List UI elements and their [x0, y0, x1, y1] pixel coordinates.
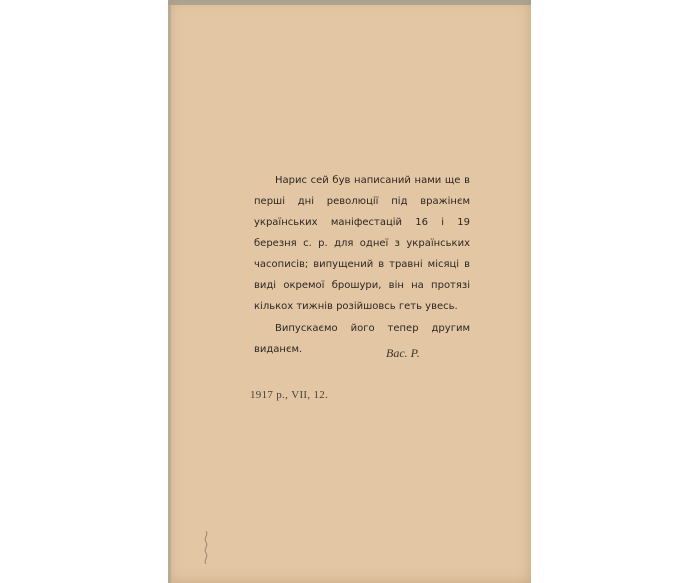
document-page	[168, 0, 531, 583]
date-line: 1917 р., VII, 12.	[250, 389, 329, 401]
page-left-edge	[168, 0, 171, 583]
margin-squiggle-mark	[202, 530, 210, 568]
preface-paragraph-2: Випускаємо його тепер другим виданєм.	[254, 323, 470, 355]
author-signature: Вас. Р.	[386, 346, 420, 360]
preface-paragraph-1: Нарис сей був написаний нами ще в перші дні революції під вражінєм українських маніфестацій 16 і 19 березня с. р. для однеї з українських часописів; випущений в травні місяці в виді окремої брошури, він на протязі кількох тижнів розійшовсь геть увесь.	[254, 175, 470, 312]
page-top-edge	[168, 0, 531, 5]
preface-text	[254, 170, 470, 360]
